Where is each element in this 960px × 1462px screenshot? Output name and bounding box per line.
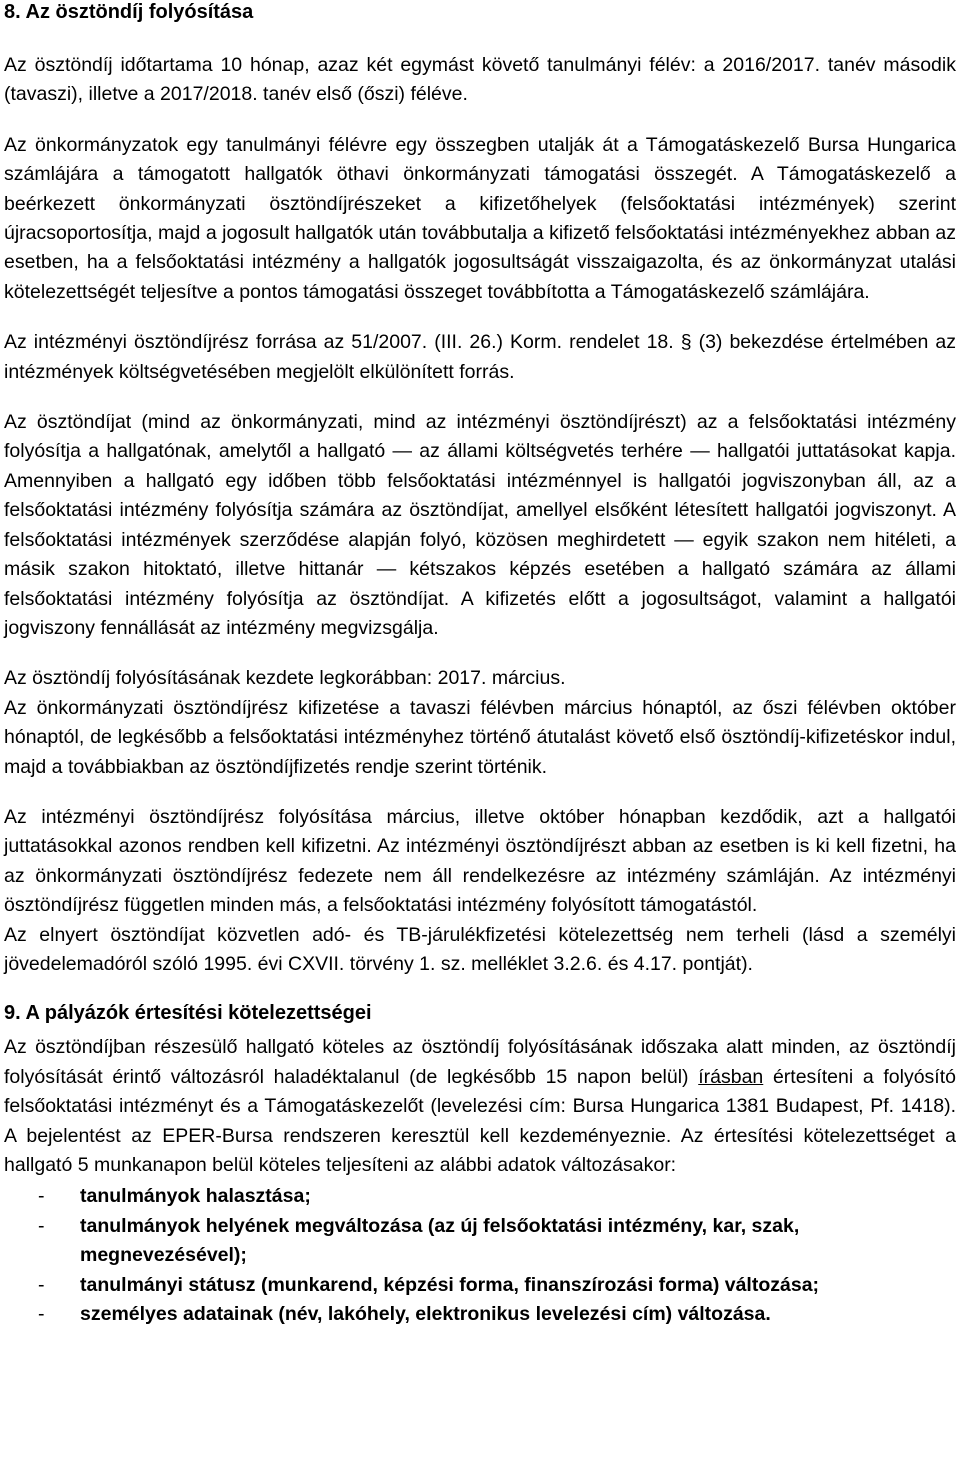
section-8-paragraph-disbursement: Az ösztöndíjat (mind az önkormányzati, mind az intézményi ösztöndíjrészt) az a felsőoktatási intézmény folyósítja a hallgatónak, amelytől a hallgató — az állami költségvetés terhére — hallgatói juttatásokat kapja. Amennyiben a hallgató egy időben több felsőoktatási intézménnyel is hallgatói jogviszonyban áll, az a felsőoktatási intézmény folyósítja számára az ösztöndíjat, amellyel elsőként létesített hallgatói jogviszonyt. A felsőoktatási intézmények szerződése alapján folyó, közösen meghirdetett — egyik szakon nem hitéleti, a másik szakon hitoktató, illetve hittanár — kétszakos képzés esetében a hallgató számára az állami felsőoktatási intézmény folyósítja az ösztöndíjat. A kifizetés előtt a jogosultságot, valamint a hallgatói jogviszony fennállását az intézmény megvizsgálja. <box>4 411 956 639</box>
section-9-heading: 9. A pályázók értesítési kötelezettségei <box>4 1002 372 1025</box>
section-9-paragraph-notification <box>4 1033 956 1180</box>
section-8-paragraph-start-date: Az ösztöndíj folyósításának kezdete legkorábban: 2017. március. <box>4 667 566 690</box>
section-9-underlined-word: írásban <box>698 1065 764 1088</box>
change-list <box>4 1182 956 1329</box>
section-8-paragraph-duration: Az ösztöndíj időtartama 10 hónap, azaz két egymást követő tanulmányi félév: a 2016/2017. tanév második (tavaszi), illetve a 2017/2018. tanév első (őszi) féléve. <box>4 54 956 106</box>
list-item-text: tanulmányok helyének megváltozása (az új felsőoktatási intézmény, kar, szak, megnevezésével); <box>80 1214 800 1267</box>
section-9-text-before: Az ösztöndíjban részesülő hallgató köteles az ösztöndíj folyósításának időszaka alatt minden, az ösztöndíj folyósítását érintő változásról haladéktalanul (de legkésőbb 15 napon belül) <box>4 1036 956 1088</box>
section-8-paragraph-municipal-payment: Az önkormányzati ösztöndíjrész kifizetése a tavaszi félévben március hónaptól, az őszi félévben október hónaptól, de legkésőbb a felsőoktatási intézményhez történő átutalást követő első ösztöndíj-kifizetéskor indul, majd a továbbiakban az ösztöndíjfizetés rendje szerint történik. <box>4 696 956 778</box>
list-dash: - <box>38 1185 45 1208</box>
section-9-text-after: értesíteni a folyósító felsőoktatási intézményt és a Támogatáskezelőt (levelezési cím: Bursa Hungarica 1381 Budapest, Pf. 1418). A bejelentést az EPER-Bursa rendszeren keresztül kell kezdeményeznie. Az értesítési kötelezettséget a hallgató 5 munkanapon belül köteles teljesíteni az alábbi adatok változásakor: <box>4 1065 956 1176</box>
list-item-text: személyes adatainak (név, lakóhely, elektronikus levelezési cím) változása. <box>80 1303 771 1326</box>
list-item-text: tanulmányok halasztása; <box>80 1185 311 1208</box>
list-item <box>4 1300 956 1329</box>
list-item <box>4 1182 956 1211</box>
section-8-paragraph-tax: Az elnyert ösztöndíjat közvetlen adó- és TB-járulékfizetési kötelezettség nem terheli (lásd a személyi jövedelemadóról szóló 1995. évi CXVII. törvény 1. sz. melléklet 3.2.6. és 4.17. pontját). <box>4 923 956 975</box>
section-8-paragraph-source: Az intézményi ösztöndíjrész forrása az 51/2007. (III. 26.) Korm. rendelet 18. § (3) bekezdése értelmében az intézmények költségvetésében megjelölt elkülönített forrás. <box>4 331 956 383</box>
list-item-text: tanulmányi státusz (munkarend, képzési forma, finanszírozási forma) változása; <box>80 1273 820 1296</box>
list-item <box>4 1212 956 1271</box>
section-8-paragraph-institutional-payment: Az intézményi ösztöndíjrész folyósítása március, illetve október hónapban kezdődik, azt a hallgatói juttatásokkal azonos rendben kell kifizetni. Az intézményi ösztöndíjrészt abban az esetben is ki kell fizetni, ha az önkormányzati ösztöndíjrész fedezete nem áll rendelkezésre az intézmény számláján. Az intézményi ösztöndíjrész független minden más, a felsőoktatási intézmény folyósított támogatástól. <box>4 805 956 917</box>
list-item <box>4 1271 956 1300</box>
list-dash: - <box>38 1303 45 1326</box>
list-dash: - <box>38 1214 45 1237</box>
section-8-heading: 8. Az ösztöndíj folyósítása <box>4 1 254 23</box>
section-8-paragraph-transfer: Az önkormányzatok egy tanulmányi félévre egy összegben utalják át a Támogatáskezelő Bursa Hungarica számlájára a támogatott hallgatók öthavi önkormányzati támogatási összegét. A Támogatáskezelő a beérkezett önkormányzati ösztöndíjrészeket a kifizetőhelyek (felsőoktatási intézmények) szerint újracsoportosítja, majd a jogosult hallgatók után továbbutalja a kifizető felsőoktatási intézményekhez abban az esetben, ha a felsőoktatási intézmény a hallgatók jogosultságát visszaigazolta, és az önkormányzat utalási kötelezettségét teljesítve a pontos támogatási összeget továbbította a Támogatáskezelő számlájára. <box>4 133 956 303</box>
list-dash: - <box>38 1273 45 1296</box>
